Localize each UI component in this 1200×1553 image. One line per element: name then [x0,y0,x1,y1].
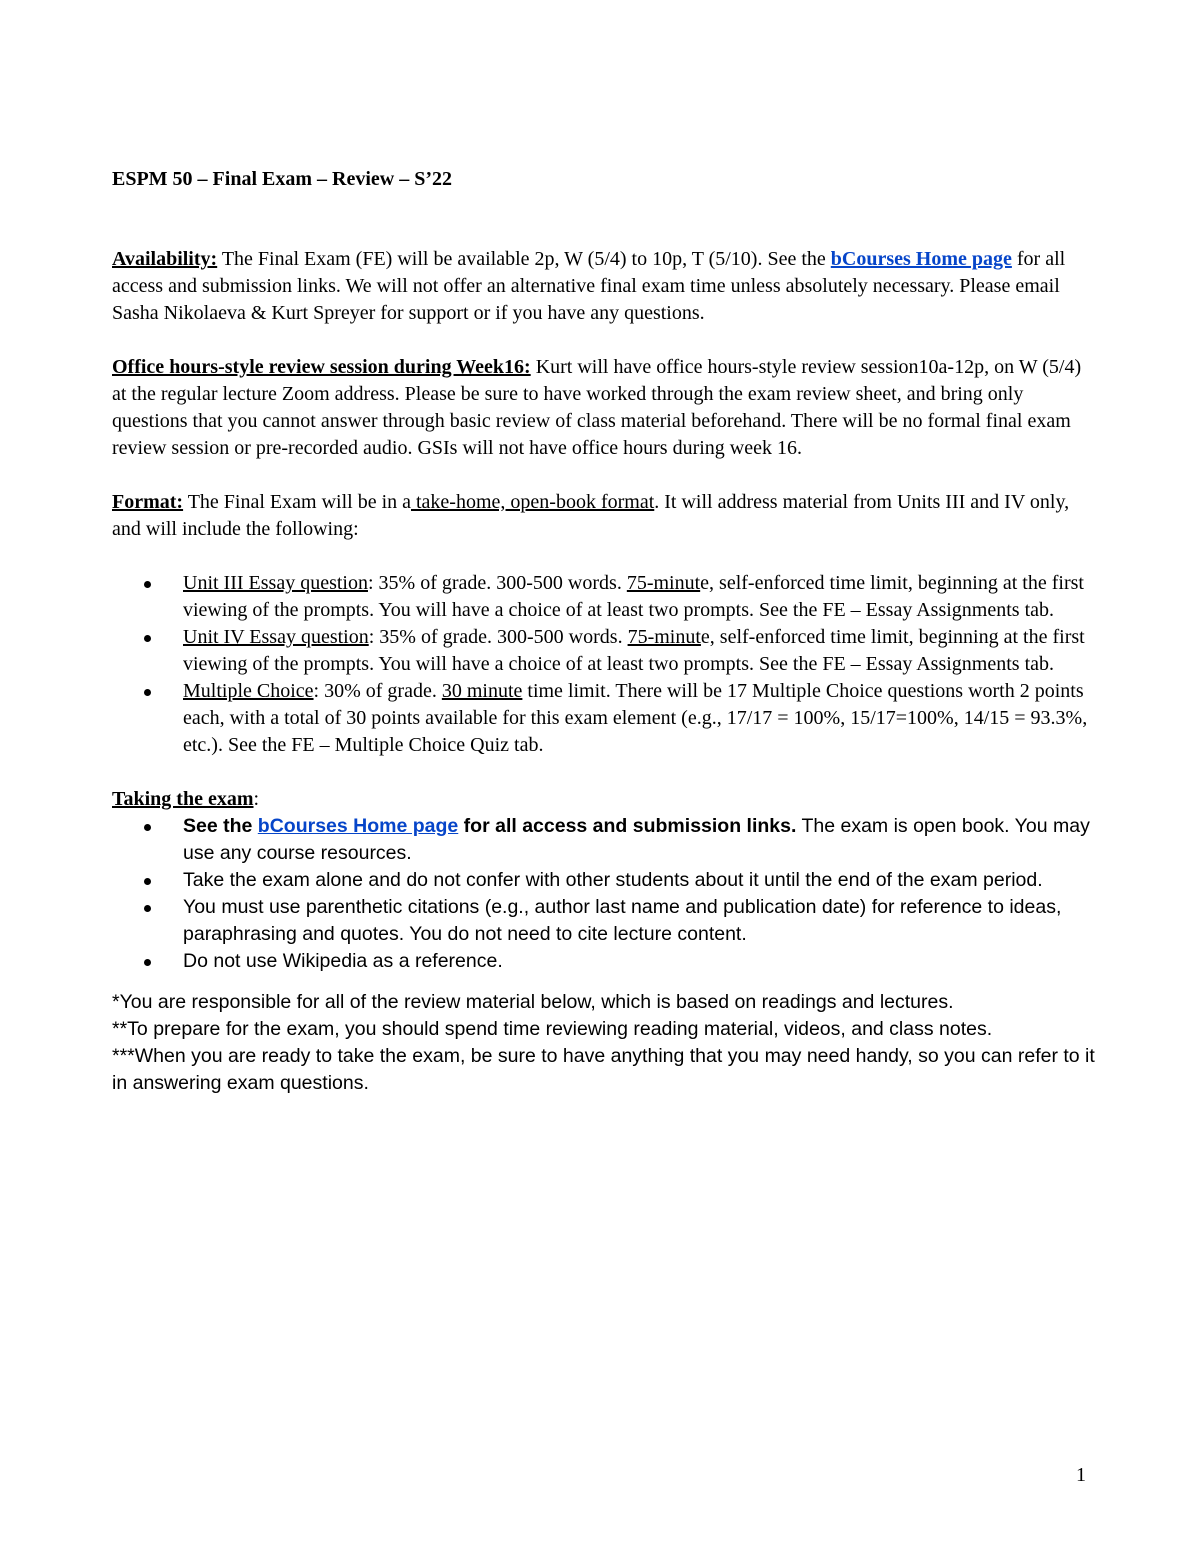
note-line: ***When you are ready to take the exam, be sure to have anything that you may need handy, so you can refer to it in answering exam questions. [112,1045,1095,1094]
item-text: The exam is open book. You may use any course resources. [183,815,1090,864]
bullet-icon [144,824,151,831]
availability-heading: Availability: [112,248,218,270]
bullet-icon [144,635,151,642]
bullet-icon [144,689,151,696]
list-item [112,948,1097,975]
office-hours-paragraph [112,354,1097,462]
note-line: *You are responsible for all of the review material below, which is based on readings and lectures. [112,991,954,1013]
item-underlined: 30 minute [441,680,523,702]
format-underlined: take-home, open-book format [411,491,655,513]
note-line: **To prepare for the exam, you should spend time reviewing reading material, videos, and class notes. [112,1018,993,1040]
item-underlined: 75-minut [626,572,701,594]
availability-paragraph [112,246,1097,327]
list-item [112,570,1097,624]
item-text: time limit. There will be 17 Multiple Choice questions worth 2 points each, with a total of 30 points available for this exam element (e.g., 17/17 = 100%, 15/17=100%, 14/15 = 93.3%, etc.). See the FE – Multiple Choice Quiz tab. [183,680,1088,756]
bullet-icon [144,905,151,912]
bcourses-home-link-2[interactable]: bCourses Home page [257,815,459,837]
item-text: : 35% of grade. 300-500 words. [368,626,628,648]
list-item [112,867,1097,894]
document-title: ESPM 50 – Final Exam – Review – S’22 [112,168,452,190]
taking-exam-list [112,813,1097,975]
item-label: Unit IV Essay question [183,626,369,648]
item-label: Unit III Essay question [183,572,368,594]
item-text: : 35% of grade. 300-500 words. [367,572,627,594]
taking-exam-heading-line [112,786,1097,813]
item-text: e, self-enforced time limit, beginning at the first viewing of the prompts. You will have a choice of at least two prompts. See the FE – Essay Assignments tab. [183,626,1085,675]
list-item [112,813,1097,867]
bullet-icon [144,878,151,885]
format-text-1: The Final Exam will be in a [183,491,411,513]
list-item [112,894,1097,948]
item-bold-text: See the [183,815,258,837]
bullet-icon [144,581,151,588]
office-hours-heading: Office hours-style review session during Week16: [112,356,531,378]
document-page [112,165,1097,1097]
taking-exam-colon: : [253,788,260,810]
format-list [112,570,1097,759]
format-heading: Format: [112,491,184,513]
item-text: : 30% of grade. [313,680,442,702]
bcourses-home-link[interactable]: bCourses Home page [830,248,1012,270]
item-text: e, self-enforced time limit, beginning at the first viewing of the prompts. You will have a choice of at least two prompts. See the FE – Essay Assignments tab. [183,572,1084,621]
item-text: Do not use Wikipedia as a reference. [183,950,503,972]
availability-text-2: for all access and submission links. We will not offer an alternative final exam time unless absolutely necessary. Please email Sasha Nikolaeva & Kurt Spreyer for support or if you have any questions. [112,248,1066,324]
item-label: Multiple Choice [183,680,314,702]
item-text: You must use parenthetic citations (e.g., author last name and publication date) for reference to ideas, paraphrasing and quotes. You do not need to cite lecture content. [183,896,1062,945]
notes-block [112,989,1097,1097]
page-number: 1 [1076,1464,1086,1486]
format-paragraph [112,489,1097,543]
bullet-icon [144,959,151,966]
item-bold-text: for all access and submission links. [458,815,797,837]
availability-text-1: The Final Exam (FE) will be available 2p, W (5/4) to 10p, T (5/10). See the [217,248,831,270]
list-item [112,678,1097,759]
item-underlined: 75-minut [627,626,701,648]
list-item [112,624,1097,678]
office-hours-text: Kurt will have office hours-style review session10a-12p, on W (5/4) at the regular lecture Zoom address. Please be sure to have worked through the exam review sheet, and bring only questions that you cannot answer through basic review of class material beforehand. There will be no formal final exam review session or pre-recorded audio. GSIs will not have office hours during week 16. [112,356,1082,459]
item-text: Take the exam alone and do not confer with other students about it until the end of the exam period. [183,869,1043,891]
taking-exam-heading: Taking the exam [112,788,254,810]
format-text-2: . It will address material from Units III and IV only, and will include the following: [112,491,1070,540]
